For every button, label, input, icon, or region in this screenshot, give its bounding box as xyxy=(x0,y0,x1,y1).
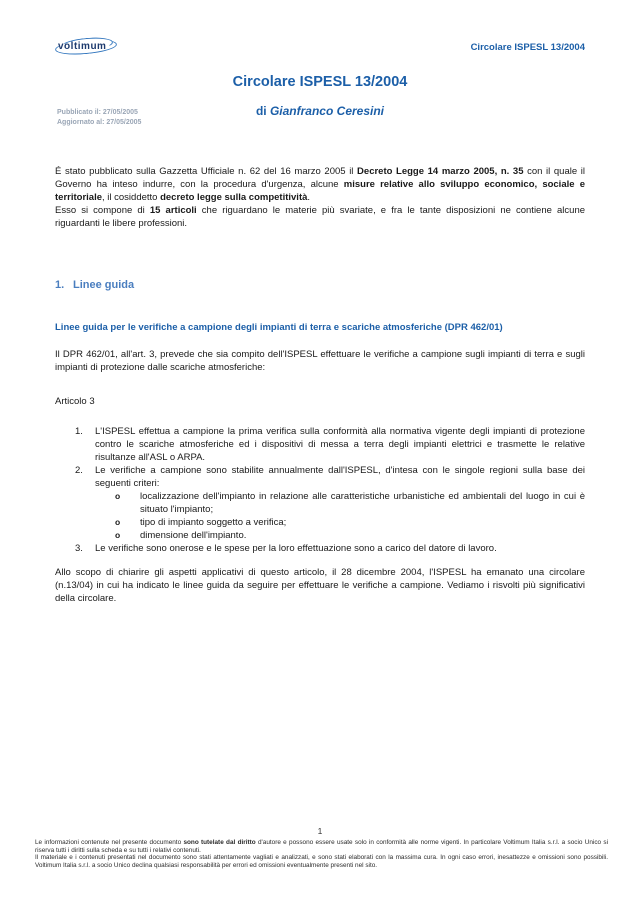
publication-meta xyxy=(57,108,141,128)
list-item-marker: 3. xyxy=(75,543,83,554)
sub-list-item xyxy=(55,516,585,529)
voltimum-logo xyxy=(55,36,119,58)
sub-list-item xyxy=(55,529,585,542)
sub-list-bullet: o xyxy=(115,517,121,527)
paragraph-intro-1: É stato pubblicato sulla Gazzetta Ufficiale n. 62 del 16 marzo 2005 il Decreto Legge 14 marzo 2005, n. 35 con il quale il Governo ha inteso indurre, con la procedura d'urgenza, alcune misure relative allo sviluppo economico, sociale e territoriale, il cosiddetto decreto legge sulla competitività. xyxy=(55,166,585,203)
list-item-text: Le verifiche sono onerose e le spese per la loro effettuazione sono a carico del datore di lavoro. xyxy=(95,543,497,554)
footer-disclaimer xyxy=(35,839,608,869)
articolo-label: Articolo 3 xyxy=(55,396,95,407)
page-number: 1 xyxy=(317,826,323,836)
document-body xyxy=(55,165,585,605)
running-header: Circolare ISPESL 13/2004 xyxy=(470,42,585,53)
logo-text: voltimum xyxy=(58,41,107,52)
list-item-text: Le verifiche a campione sono stabilite annualmente dall'ISPESL, d'intesa con le singole regioni sulla base dei seguenti criteri: xyxy=(95,465,585,489)
list-item-marker: 1. xyxy=(75,426,83,437)
updated-date: Aggiornato al: 27/05/2005 xyxy=(57,119,142,126)
paragraph-intro-2: Esso si compone di 15 articoli che riguardano le materie più svariate, e fra le tante disposizioni ne contiene alcune riguardanti le libere professioni. xyxy=(55,205,586,229)
paragraph-final: Allo scopo di chiarire gli aspetti applicativi di questo articolo, il 28 dicembre 2004, l'ISPESL ha emanato una circolare (n.13/04) in cui ha indicato le linee guida da seguire per effettuare le verifiche a campione. Vediamo i risvolti più significativi della circolare. xyxy=(55,567,585,604)
footer-line-2: Il materiale e i contenuti presentati nel documento sono stati attentamente vagliati e analizzati, e sono stati elaborati con la massima cura. In ogni caso errori, inesattezze e omissioni sono possibili. Voltimum Italia s.r.l. a socio Unico declina qualsiasi responsabilità per errori ed omissioni eventualmente presenti nel sito. xyxy=(35,854,608,869)
page-title: Circolare ISPESL 13/2004 xyxy=(232,74,408,90)
list-item-text: L'ISPESL effettua a campione la prima verifica sulla conformità alla normativa vigente degli impianti di protezione contro le scariche atmosferiche ed i dispositivi di messa a terra degli impianti elettrici e trasmette le relative risultanze all'ASL o ARPA. xyxy=(95,426,585,463)
list-item-marker: 2. xyxy=(75,465,83,476)
sub-list-item xyxy=(55,490,585,516)
list-item xyxy=(55,464,585,490)
list-item xyxy=(55,425,585,464)
section-number: 1. xyxy=(55,279,65,291)
published-date: Pubblicato il: 27/05/2005 xyxy=(57,109,138,116)
sub-list-bullet: o xyxy=(115,530,121,540)
sub-list-text: tipo di impianto soggetto a verifica; xyxy=(140,517,287,528)
subheading: Linee guida per le verifiche a campione degli impianti di terra e scariche atmosferiche (DPR 462/01) xyxy=(55,322,503,333)
section-label: Linee guida xyxy=(73,279,135,291)
byline: di Gianfranco Ceresini xyxy=(255,104,385,118)
sub-list-text: localizzazione dell'impianto in relazione alle caratteristiche urbanistiche ed ambientali del luogo in cui è situato l'impianto; xyxy=(140,491,585,515)
paragraph-dpr: Il DPR 462/01, all'art. 3, prevede che sia compito dell'ISPESL effettuare le verifiche a campione sugli impianti di terra e sugli impianti di protezione dalle scariche atmosferiche: xyxy=(55,349,585,373)
numbered-list xyxy=(55,425,585,555)
section-heading xyxy=(55,279,585,292)
sub-list-text: dimensione dell'impianto. xyxy=(140,530,247,541)
list-item xyxy=(55,542,585,555)
footer-line-1: Le informazioni contenute nel presente documento sono tutelate dal diritto d'autore e possono essere usate solo in conformità alle norme vigenti. In particolare Voltimum Italia s.r.l. a socio Unico si riserva tutti i diritti sulla scheda e su tutti i relativi contenuti. xyxy=(35,839,609,854)
sub-list-bullet: o xyxy=(115,491,121,501)
